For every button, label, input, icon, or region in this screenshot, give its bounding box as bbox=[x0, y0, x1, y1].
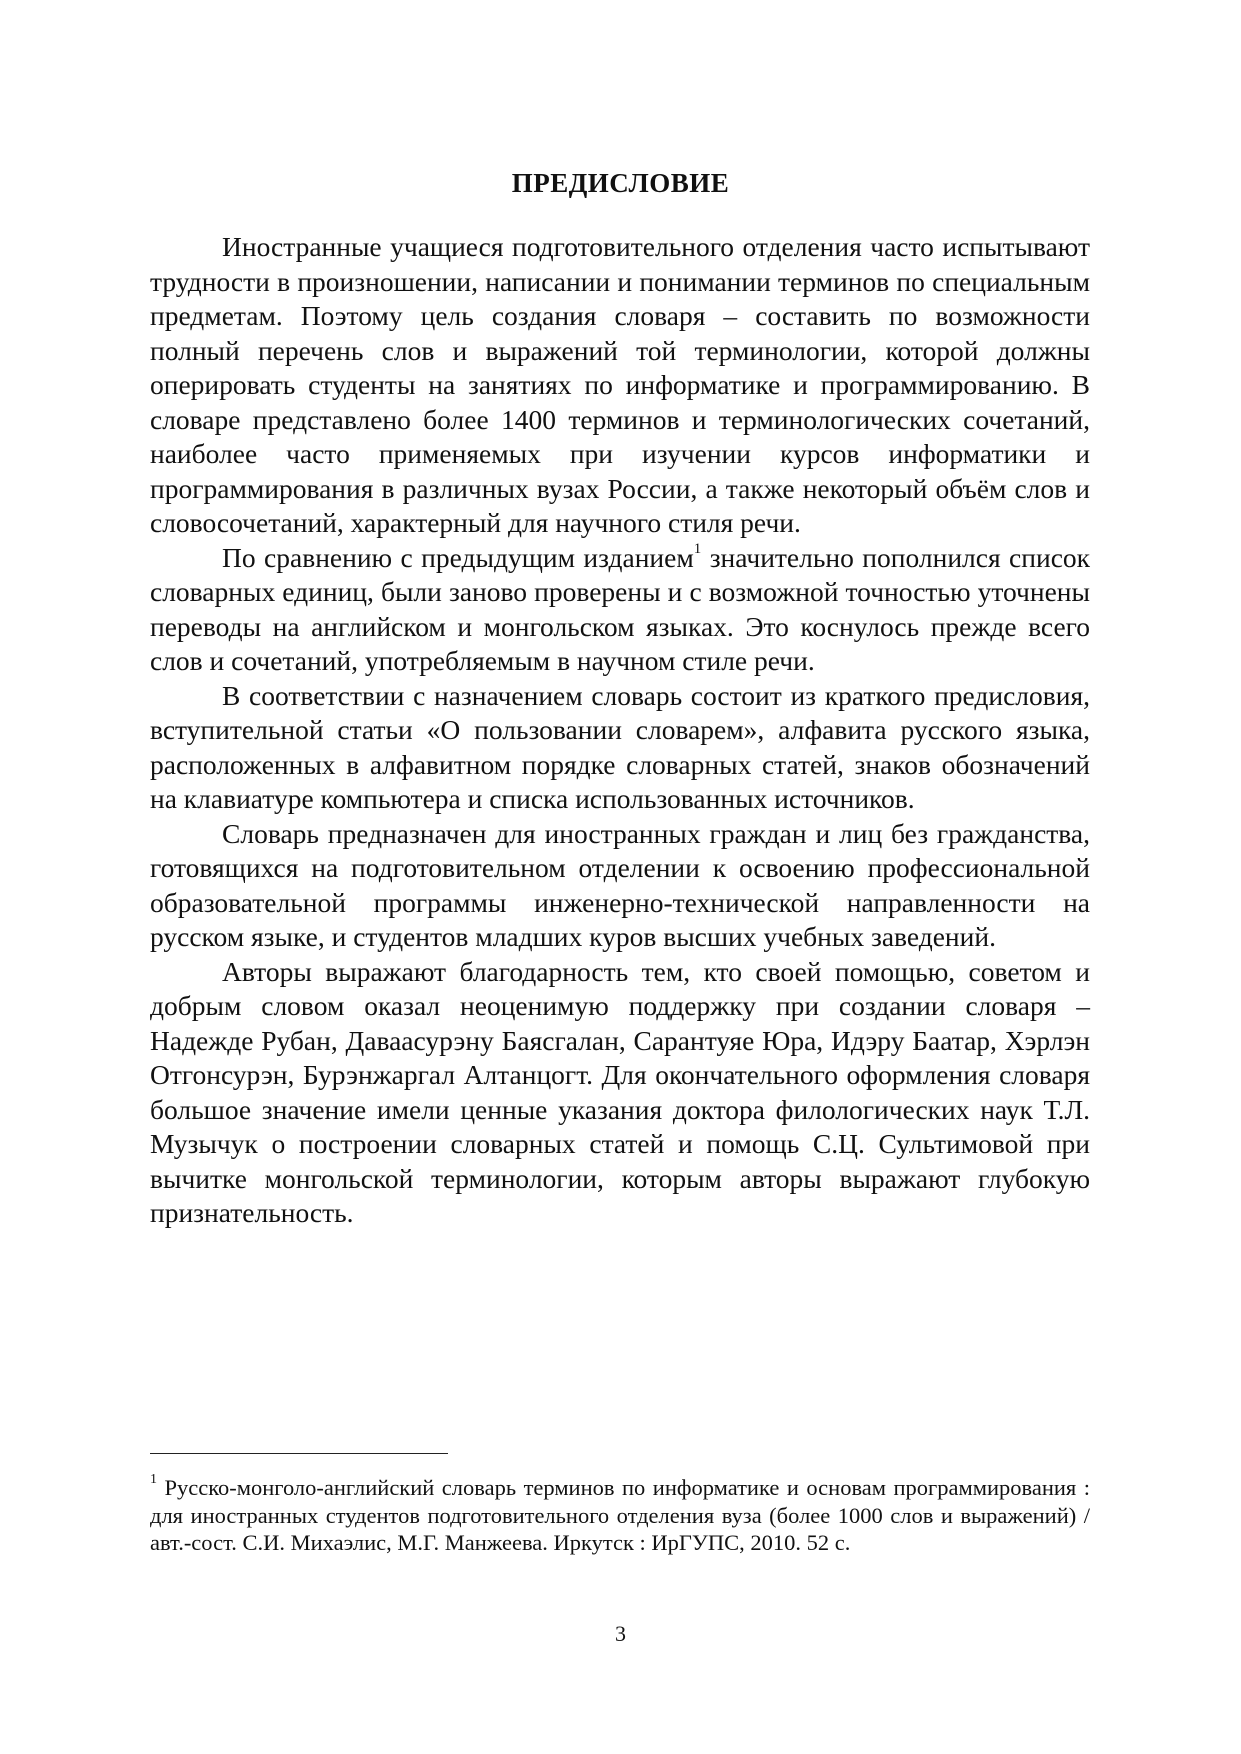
footnote-reference[interactable]: 1 bbox=[693, 541, 702, 558]
paragraph-2-rest: значительно пополнился список словарных единиц, были заново проверены и с возможной точностью уточнены переводы на английском и монгольском языках. Это коснулось прежде всего слов и сочетаний, употребляемым в научном стиле речи. bbox=[150, 541, 1091, 676]
page-number: 3 bbox=[615, 1621, 626, 1646]
footnote-number: 1 bbox=[150, 1471, 157, 1487]
paragraph-2-lead: По сравнению с предыдущим изданием bbox=[222, 541, 694, 573]
paragraph-1: Иностранные учащиеся подготовительного отделения часто испытывают трудности в произношении, написании и понимании терминов по специальным предметам. Поэтому цель создания словаря – составить по возможности полный перечень слов и выражений той терминологии, которой должны оперировать студенты на занятиях по информатике и программированию. В словаре представлено более 1400 терминов и терминологических сочетаний, наиболее часто применяемых при изучении курсов информатики и программирования в различных вузах России, а также некоторый объём слов и словосочетаний, характерный для научного стиля речи. bbox=[150, 231, 1090, 538]
footnote-text: Русско-монголо-английский словарь терминов по информатике и основам программирования : для иностранных студентов подготовительного отделения вуза (более 1000 слов и выражений) / авт.-сост. С.И. Михаэлис, М.Г. Манжеева. Иркутск : ИрГУПС, 2010. 52 с. bbox=[150, 1475, 1091, 1555]
page-title: ПРЕДИСЛОВИЕ bbox=[511, 168, 730, 198]
paragraph-3: В соответствии с назначением словарь состоит из краткого предисловия, вступительной статьи «О пользовании словарем», алфавита русского языка, расположенных в алфавитном порядке словарных статей, знаков обозначений на клавиатуре компьютера и списка использованных источников. bbox=[150, 679, 1090, 814]
paragraph-2 bbox=[150, 541, 1090, 679]
preface-body bbox=[150, 230, 1090, 1231]
paragraph-4: Словарь предназначен для иностранных граждан и лиц без гражданства, готовящихся на подготовительном отделении к освоению профессиональной образовательной программы инженерно-технической направленности на русском языке, и студентов младших куров высших учебных заведений. bbox=[150, 817, 1090, 952]
footnote-separator bbox=[150, 1453, 448, 1454]
paragraph-5: Авторы выражают благодарность тем, кто своей помощью, советом и добрым словом оказал неоценимую поддержку при создании словаря – Надежде Рубан, Даваасурэну Баясгалан, Сарантуяе Юра, Идэру Баатар, Хэрлэн Отгонсурэн, Бурэнжаргал Алтанцогт. Для окончательного оформления словаря большое значение имели ценные указания доктора филологических наук Т.Л. Музычук о построении словарных статей и помощь С.Ц. Сультимовой при вычитке монгольской терминологии, которым авторы выражают глубокую признательность. bbox=[150, 955, 1090, 1228]
footnote bbox=[150, 1471, 1091, 1557]
